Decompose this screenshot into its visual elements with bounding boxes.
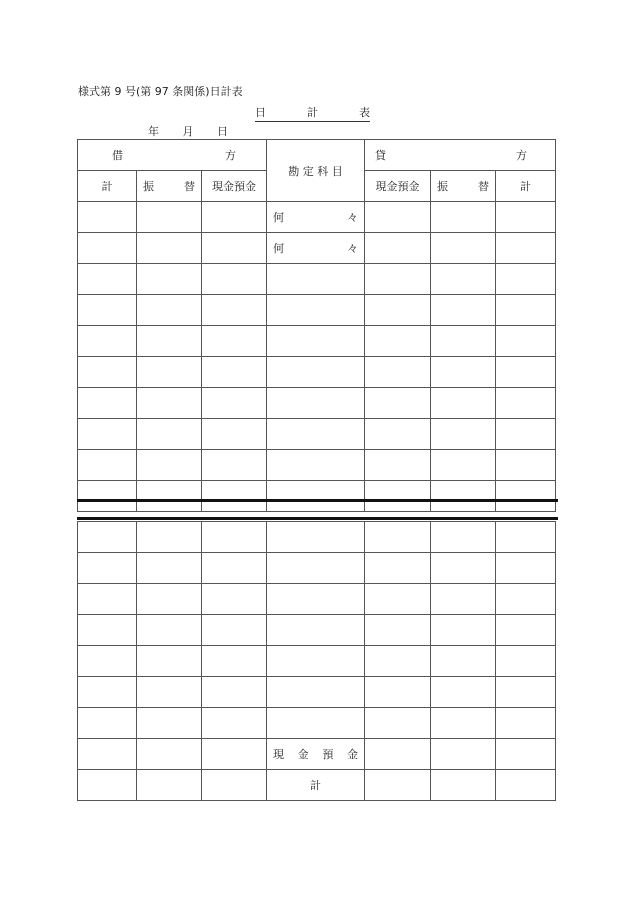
- account-text: 々: [347, 242, 358, 255]
- col-char: 振: [437, 180, 448, 193]
- date-line: [148, 123, 228, 139]
- title-char: 表: [359, 106, 370, 119]
- total-row: [78, 770, 556, 801]
- table-row: [78, 646, 556, 677]
- title-char: 日: [255, 106, 266, 119]
- table-row: [78, 295, 556, 326]
- table-row: [78, 388, 556, 419]
- cell: [496, 202, 556, 233]
- cell: [78, 233, 137, 264]
- table-row: [78, 481, 556, 512]
- cell: [365, 233, 431, 264]
- break-rule-bottom: [77, 517, 558, 520]
- cash-char: 現: [273, 748, 284, 761]
- account-header: 勘 定 科 目: [267, 140, 365, 202]
- credit-char: 貸: [375, 149, 386, 162]
- debit-transfer-col: [137, 171, 202, 202]
- debit-header: [78, 140, 267, 171]
- journal-table-top: [77, 139, 556, 512]
- cell: [137, 202, 202, 233]
- debit-char: 借: [112, 149, 123, 162]
- col-char: 替: [478, 180, 489, 193]
- cash-row: [78, 739, 556, 770]
- account-cell: [267, 233, 365, 264]
- credit-total-col: 計: [496, 171, 556, 202]
- table-row: [78, 202, 556, 233]
- account-text: 何: [273, 211, 284, 224]
- cell: [78, 202, 137, 233]
- table-row: [78, 677, 556, 708]
- table-row: [78, 233, 556, 264]
- debit-total-col: 計: [78, 171, 137, 202]
- debit-char: 方: [225, 149, 236, 162]
- document-title: [255, 104, 370, 122]
- table-row: [78, 357, 556, 388]
- cell: [137, 233, 202, 264]
- col-char: 振: [143, 180, 154, 193]
- total-label: 計: [267, 770, 365, 801]
- month-label: 月: [182, 125, 194, 138]
- table-row: [78, 615, 556, 646]
- table-row: [78, 708, 556, 739]
- table-row: [78, 553, 556, 584]
- break-rule-top: [77, 499, 558, 502]
- day-label: 日: [217, 125, 228, 138]
- table-row: [78, 584, 556, 615]
- account-text: 々: [347, 211, 358, 224]
- table-row: [78, 264, 556, 295]
- debit-cash-col: 現金預金: [202, 171, 267, 202]
- credit-char: 方: [516, 149, 527, 162]
- cell: [365, 202, 431, 233]
- form-caption: 様式第 9 号(第 97 条関係)日計表: [78, 85, 243, 98]
- col-char: 替: [184, 180, 195, 193]
- credit-transfer-col: [431, 171, 496, 202]
- journal-table-bottom: [77, 521, 556, 801]
- cell: [202, 233, 267, 264]
- credit-cash-col: 現金預金: [365, 171, 431, 202]
- account-cell: [267, 202, 365, 233]
- table-row: [78, 326, 556, 357]
- cash-char: 金: [346, 748, 358, 761]
- table-row: [78, 450, 556, 481]
- cell: [202, 202, 267, 233]
- cell: [431, 202, 496, 233]
- table-row: [78, 522, 556, 553]
- credit-header: [365, 140, 556, 171]
- account-text: 何: [273, 242, 284, 255]
- cash-char: 預: [322, 748, 334, 761]
- cash-char: 金: [297, 748, 309, 761]
- year-label: 年: [148, 125, 159, 138]
- cell: [496, 233, 556, 264]
- cash-deposit-label: [267, 739, 365, 770]
- title-char: 計: [307, 106, 318, 119]
- cell: [431, 233, 496, 264]
- table-row: [78, 419, 556, 450]
